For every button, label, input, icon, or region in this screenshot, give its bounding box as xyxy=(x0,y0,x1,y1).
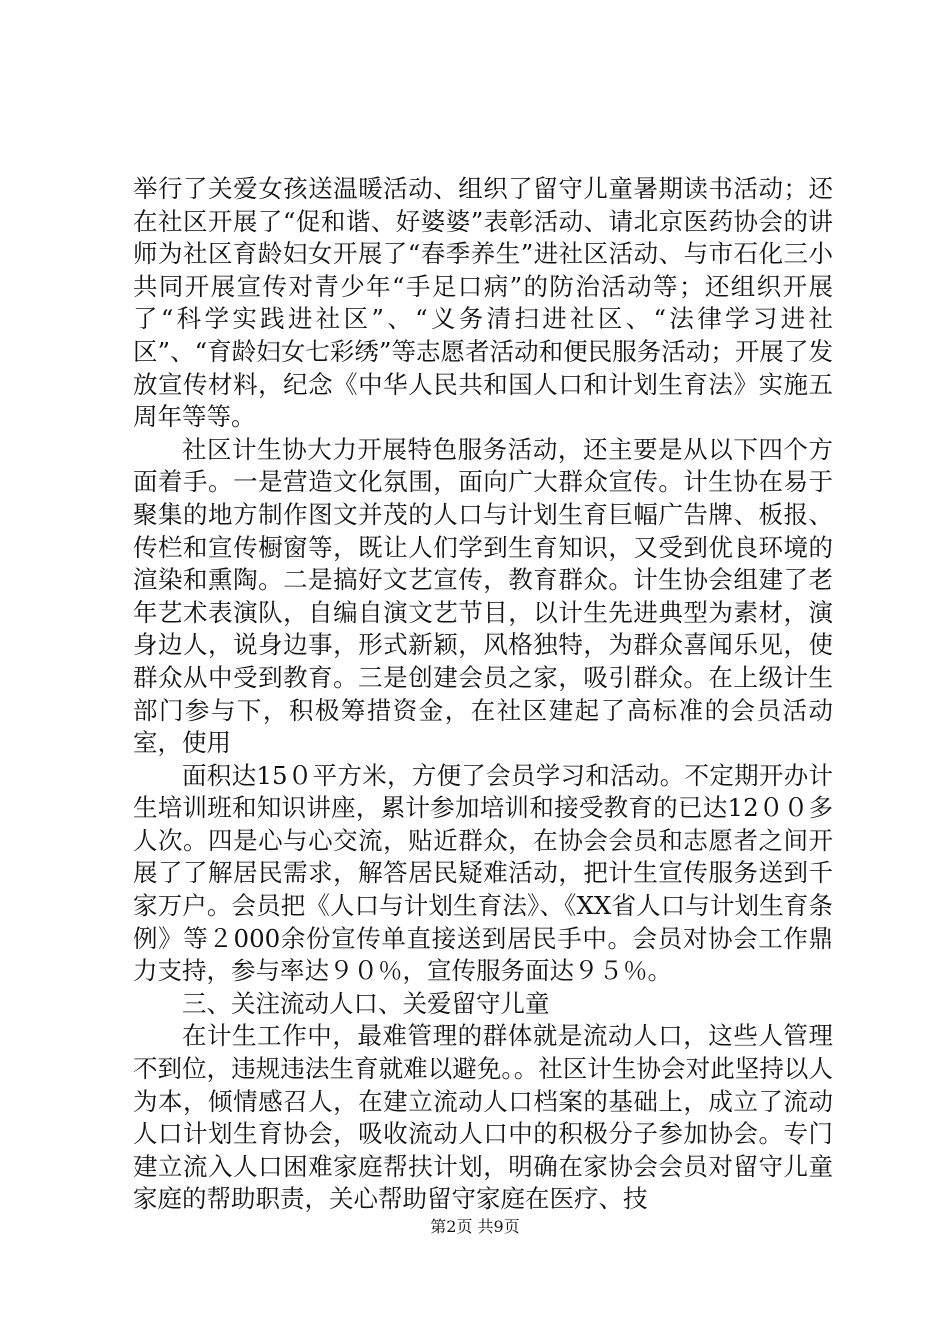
section-heading: 三、关注流动人口、关爱留守儿童 xyxy=(182,988,550,1018)
document-body xyxy=(133,173,833,1216)
paragraph-3: 面积达15０平方米，方便了会员学习和活动。不定期开办计生培训班和知识讲座，累计参加培训和接受教育的已达12００多人次。四是心与心交流，贴近群众，在协会会员和志愿者之间开展了了解居民需求，解答居民疑难活动，把计生宣传服务送到千家万户。会员把《人口与计划生育法》、《XX省人口与计划生育条例》等２000余份宣传单直接送到居民手中。会员对协会工作鼎力支持，参与率达９０％，宣传服务面达９５％。 xyxy=(133,760,833,986)
page-footer: 第2页 共9页 xyxy=(430,1217,520,1236)
paragraph-4: 在计生工作中，最难管理的群体就是流动人口，这些人管理不到位，违规违法生育就难以避免。。社区计生协会对此坚持以人为本，倾情感召人，在建立流动人口档案的基础上，成立了流动人口计划生育协会，吸收流动人口中的积极分子参加协会。专门建立流入人口困难家庭帮扶计划，明确在家协会会员对留守儿童家庭的帮助职责，关心帮助留守家庭在医疗、技 xyxy=(133,1021,833,1214)
paragraph-1: 举行了关爱女孩送温暖活动、组织了留守儿童暑期读书活动；还在社区开展了“促和谐、好婆婆”表彰活动、请北京医药协会的讲师为社区育龄妇女开展了“春季养生”进社区活动、与市石化三小共同开展宣传对青少年“手足口病”的防治活动等；还组织开展了“科学实践进社区”、“义务清扫进社区、“法律学习进社区”、“育龄妇女七彩绣”等志愿者活动和便民服务活动；开展了发放宣传材料，纪念《中华人民共和国人口和计划生育法》实施五周年等等。 xyxy=(133,174,833,432)
paragraph-2: 社区计生协大力开展特色服务活动，还主要是从以下四个方面着手。一是营造文化氛围，面向广大群众宣传。计生协在易于聚集的地方制作图文并茂的人口与计划生育巨幅广告牌、板报、传栏和宣传橱窗等，既让人们学到生育知识，又受到优良环境的渲染和熏陶。二是搞好文艺宣传，教育群众。计生协会组建了老年艺术表演队，自编自演文艺节目，以计生先进典型为素材，演身边人，说身边事，形式新颖，风格独特，为群众喜闻乐见，使群众从中受到教育。三是创建会员之家，吸引群众。在上级计生部门参与下，积极筹措资金，在社区建起了高标准的会员活动室，使用 xyxy=(133,434,833,758)
